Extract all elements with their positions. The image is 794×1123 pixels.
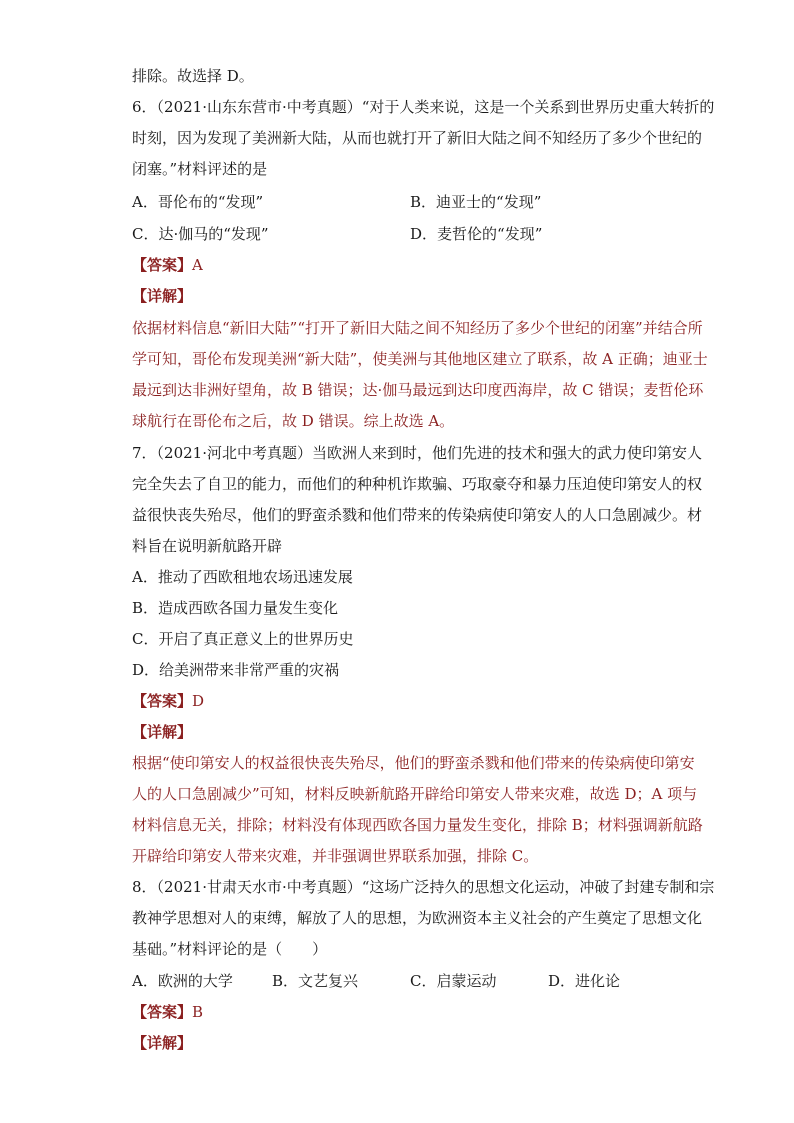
q7-detail-line-4: 开辟给印第安人带来灾难，并非强调世界联系加强，排除 C。 [132,847,539,865]
q6-answer [132,255,672,275]
q8-detail-label: 【详解】 [132,1034,193,1052]
q7-option-c: C．开启了真正意义上的世界历史 [132,630,354,648]
q7-detail-line-2: 人的人口急剧减少”可知，材料反映新航路开辟给印第安人带来灾难，故选 D；A 项与 [132,785,698,803]
q6-option-c: C．达·伽马的“发现” [132,225,269,243]
q7-detail-label: 【详解】 [132,723,193,741]
q6-stem-line-2: 时刻，因为发现了美洲新大陆，从而也就打开了新旧大陆之间不知经历了多少个世纪的 [132,129,703,147]
q7-stem-line-2: 完全失去了自卫的能力，而他们的种种机诈欺骗、巧取豪夺和暴力压迫使印第安人的权 [132,475,703,493]
q8-option-a: A．欧洲的大学 [132,972,233,990]
q8-option-d: D．进化论 [548,972,621,990]
q8-stem-line-2: 教神学思想对人的束缚，解放了人的思想，为欧洲资本主义社会的产生奠定了思想文化 [132,909,703,927]
q6-detail-line-3: 最远到达非洲好望角，故 B 错误；达·伽马最远到达印度西海岸，故 C 错误；麦哲伦环 [132,381,704,399]
q8-stem-line-1: 8．（2021·甘肃天水市·中考真题）“这场广泛持久的思想文化运动，冲破了封建专制和宗 [132,878,715,896]
q8-option-b: B．文艺复兴 [272,972,359,990]
q6-detail-line-1: 依据材料信息“新旧大陆”“打开了新旧大陆之间不知经历了多少个世纪的闭塞”并结合所 [132,319,703,337]
q8-stem-line-3: 基础。”材料评论的是（ ） [132,940,328,958]
q7-option-b: B．造成西欧各国力量发生变化 [132,599,339,617]
q7-answer [132,691,672,711]
q8-answer-value: B [192,1003,204,1021]
q6-detail-label: 【详解】 [132,287,193,305]
q7-stem-line-1: 7．（2021·河北中考真题）当欧洲人来到时，他们先进的技术和强大的武力使印第安人 [132,444,702,462]
q7-answer-label: 【答案】 [132,692,193,710]
previous-answer-tail: 排除。故选择 D。 [132,67,254,85]
q8-answer-label: 【答案】 [132,1003,193,1021]
q6-detail-line-2: 学可知，哥伦布发现美洲“新大陆”，使美洲与其他地区建立了联系，故 A 正确；迪亚士 [132,350,708,368]
q7-option-a: A．推动了西欧租地农场迅速发展 [132,568,353,586]
q6-option-a: A．哥伦布的“发现” [132,193,264,211]
q7-detail-line-3: 材料信息无关，排除；材料没有体现西欧各国力量发生变化，排除 B；材料强调新航路 [132,816,703,834]
q6-detail-line-4: 球航行在哥伦布之后，故 D 错误。综上故选 A。 [132,412,455,430]
q6-stem-line-3: 闭塞。”材料评述的是 [132,160,268,178]
q6-option-d: D．麦哲伦的“发现” [410,225,543,243]
q6-stem-line-1: 6．（2021·山东东营市·中考真题）“对于人类来说，这是一个关系到世界历史重大转折的 [132,98,715,116]
q7-stem-line-3: 益很快丧失殆尽，他们的野蛮杀戮和他们带来的传染病使印第安人的人口急剧减少。材 [132,506,703,524]
q6-answer-value: A [192,256,203,274]
q7-option-d: D．给美洲带来非常严重的灾祸 [132,661,340,679]
q7-detail-line-1: 根据“使印第安人的权益很快丧失殆尽，他们的野蛮杀戮和他们带来的传染病使印第安 [132,754,695,772]
q6-answer-label: 【答案】 [132,256,193,274]
q6-option-b: B．迪亚士的“发现” [410,193,542,211]
q8-option-c: C．启蒙运动 [410,972,497,990]
q7-answer-value: D [192,692,205,710]
q7-stem-line-4: 料旨在说明新航路开辟 [132,537,283,555]
q8-answer [132,1002,672,1022]
